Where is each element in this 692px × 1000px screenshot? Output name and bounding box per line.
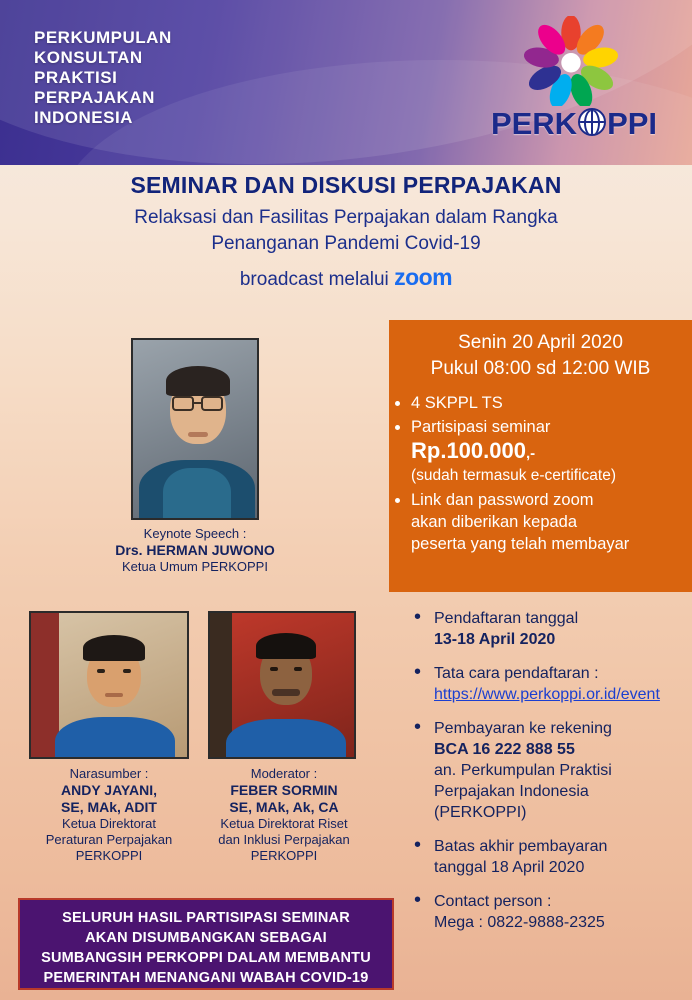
narasumber-position-line-3: PERKOPPI: [75, 848, 143, 863]
keynote-name: Drs. HERMAN JUWONO: [115, 542, 275, 558]
registration-howto-label: Tata cara pendaftaran :: [434, 665, 599, 682]
zoom-link-line-1: Link dan password zoom: [411, 491, 594, 509]
registration-url-link[interactable]: https://www.perkoppi.or.id/event: [434, 686, 660, 703]
moderator-photo: [208, 611, 356, 759]
payment-account-name-3: (PERKOPPI): [434, 804, 527, 821]
registration-date-value: 13-18 April 2020: [434, 631, 556, 648]
price-amount: [411, 440, 692, 465]
price-note: (sudah termasuk e-certificate): [411, 467, 617, 484]
broadcast-prefix: broadcast melalui: [239, 269, 395, 290]
info-item-registration-howto: [412, 663, 684, 705]
narasumber-position-line-2: Peraturan Perpajakan: [45, 832, 173, 847]
donation-banner-line-4: PEMERINTAH MENANGANI WABAH COVID-19: [43, 970, 369, 986]
donation-banner-line-2: AKAN DISUMBANGKAN SEBAGAI: [85, 930, 327, 946]
event-date: Senin 20 April 2020: [458, 332, 623, 353]
organization-name: [34, 28, 172, 128]
narasumber-photo: [29, 611, 189, 759]
price-value: Rp.100.000: [411, 438, 526, 463]
payment-account-name-2: Perpajakan Indonesia: [434, 783, 589, 800]
participation-label: Partisipasi seminar: [411, 418, 551, 436]
event-bullet-skppl: • 4 SKPPL TS: [411, 392, 692, 414]
event-bullet-participation: [411, 416, 692, 487]
keynote-caption: [80, 526, 310, 575]
info-item-registration-date: [412, 608, 684, 650]
title-block: [0, 172, 692, 291]
org-name-line-5: INDONESIA: [34, 108, 133, 127]
org-name-line-4: PERPAJAKAN: [34, 88, 155, 107]
logo-text-left: PERK: [490, 106, 578, 141]
price-suffix: ,-: [525, 445, 536, 462]
registration-info-list: [412, 608, 684, 946]
event-bullet-list: [389, 392, 692, 555]
narasumber-role: Narasumber :: [69, 766, 149, 781]
payment-deadline-line-2: tanggal 18 April 2020: [434, 859, 585, 876]
moderator-caption: [198, 766, 370, 864]
page-title: SEMINAR DAN DISKUSI PERPAJAKAN: [130, 172, 562, 198]
narasumber-name-line-1: ANDY JAYANI,: [61, 782, 157, 798]
donation-banner-line-3: SUMBANGSIH PERKOPPI DALAM MEMBANTU: [41, 950, 371, 966]
moderator-name-line-2: SE, MAk, Ak, CA: [229, 799, 339, 815]
info-item-payment-deadline: [412, 836, 684, 878]
keynote-role: Keynote Speech :: [143, 526, 247, 541]
donation-banner-line-1: SELURUH HASIL PARTISIPASI SEMINAR: [62, 910, 350, 926]
zoom-link-line-3: peserta yang telah membayar: [411, 535, 630, 553]
zoom-platform-label: zoom: [394, 264, 453, 290]
subtitle-line-2: Penanganan Pandemi Covid-19: [211, 233, 481, 254]
narasumber-name-line-2: SE, MAk, ADIT: [61, 799, 157, 815]
payment-account-number: BCA 16 222 888 55: [434, 741, 575, 758]
contact-person-label: Contact person :: [434, 893, 552, 910]
poster-header: [0, 0, 692, 165]
logo-text-right: PPI: [607, 106, 658, 141]
keynote-position: Ketua Umum PERKOPPI: [122, 559, 268, 574]
broadcast-line: [0, 264, 692, 291]
subtitle-line-1: Relaksasi dan Fasilitas Perpajakan dalam Rangka: [134, 207, 558, 228]
donation-banner: [18, 898, 394, 990]
narasumber-position-line-1: Ketua Direktorat: [62, 816, 156, 831]
org-name-line-2: KONSULTAN: [34, 48, 143, 67]
registration-date-label: Pendaftaran tanggal: [434, 610, 579, 627]
event-details-panel: [389, 320, 692, 592]
moderator-role: Moderator :: [250, 766, 318, 781]
zoom-link-line-2: akan diberikan kepada: [411, 513, 578, 531]
org-name-line-3: PRAKTISI: [34, 68, 118, 87]
event-bullet-zoom-link: [411, 489, 692, 555]
narasumber-caption: [14, 766, 204, 864]
perkoppi-wordmark: [474, 106, 674, 142]
info-item-contact-person: [412, 891, 684, 933]
perkoppi-logo: [474, 14, 674, 154]
info-item-payment: [412, 718, 684, 823]
moderator-name-line-1: FEBER SORMIN: [230, 782, 338, 798]
payment-deadline-line-1: Batas akhir pembayaran: [434, 838, 608, 855]
moderator-position-line-3: PERKOPPI: [250, 848, 318, 863]
moderator-position-line-2: dan Inklusi Perpajakan: [218, 832, 350, 847]
perkoppi-flower-icon: [518, 16, 624, 106]
payment-label: Pembayaran ke rekening: [434, 720, 612, 737]
org-name-line-1: PERKUMPULAN: [34, 28, 172, 47]
payment-account-name-1: an. Perkumpulan Praktisi: [434, 762, 612, 779]
moderator-position-line-1: Ketua Direktorat Riset: [220, 816, 348, 831]
contact-person-value: Mega : 0822-9888-2325: [434, 914, 605, 931]
event-time: Pukul 08:00 sd 12:00 WIB: [430, 358, 651, 379]
globe-icon: [578, 108, 606, 136]
keynote-speaker-photo: [131, 338, 259, 520]
